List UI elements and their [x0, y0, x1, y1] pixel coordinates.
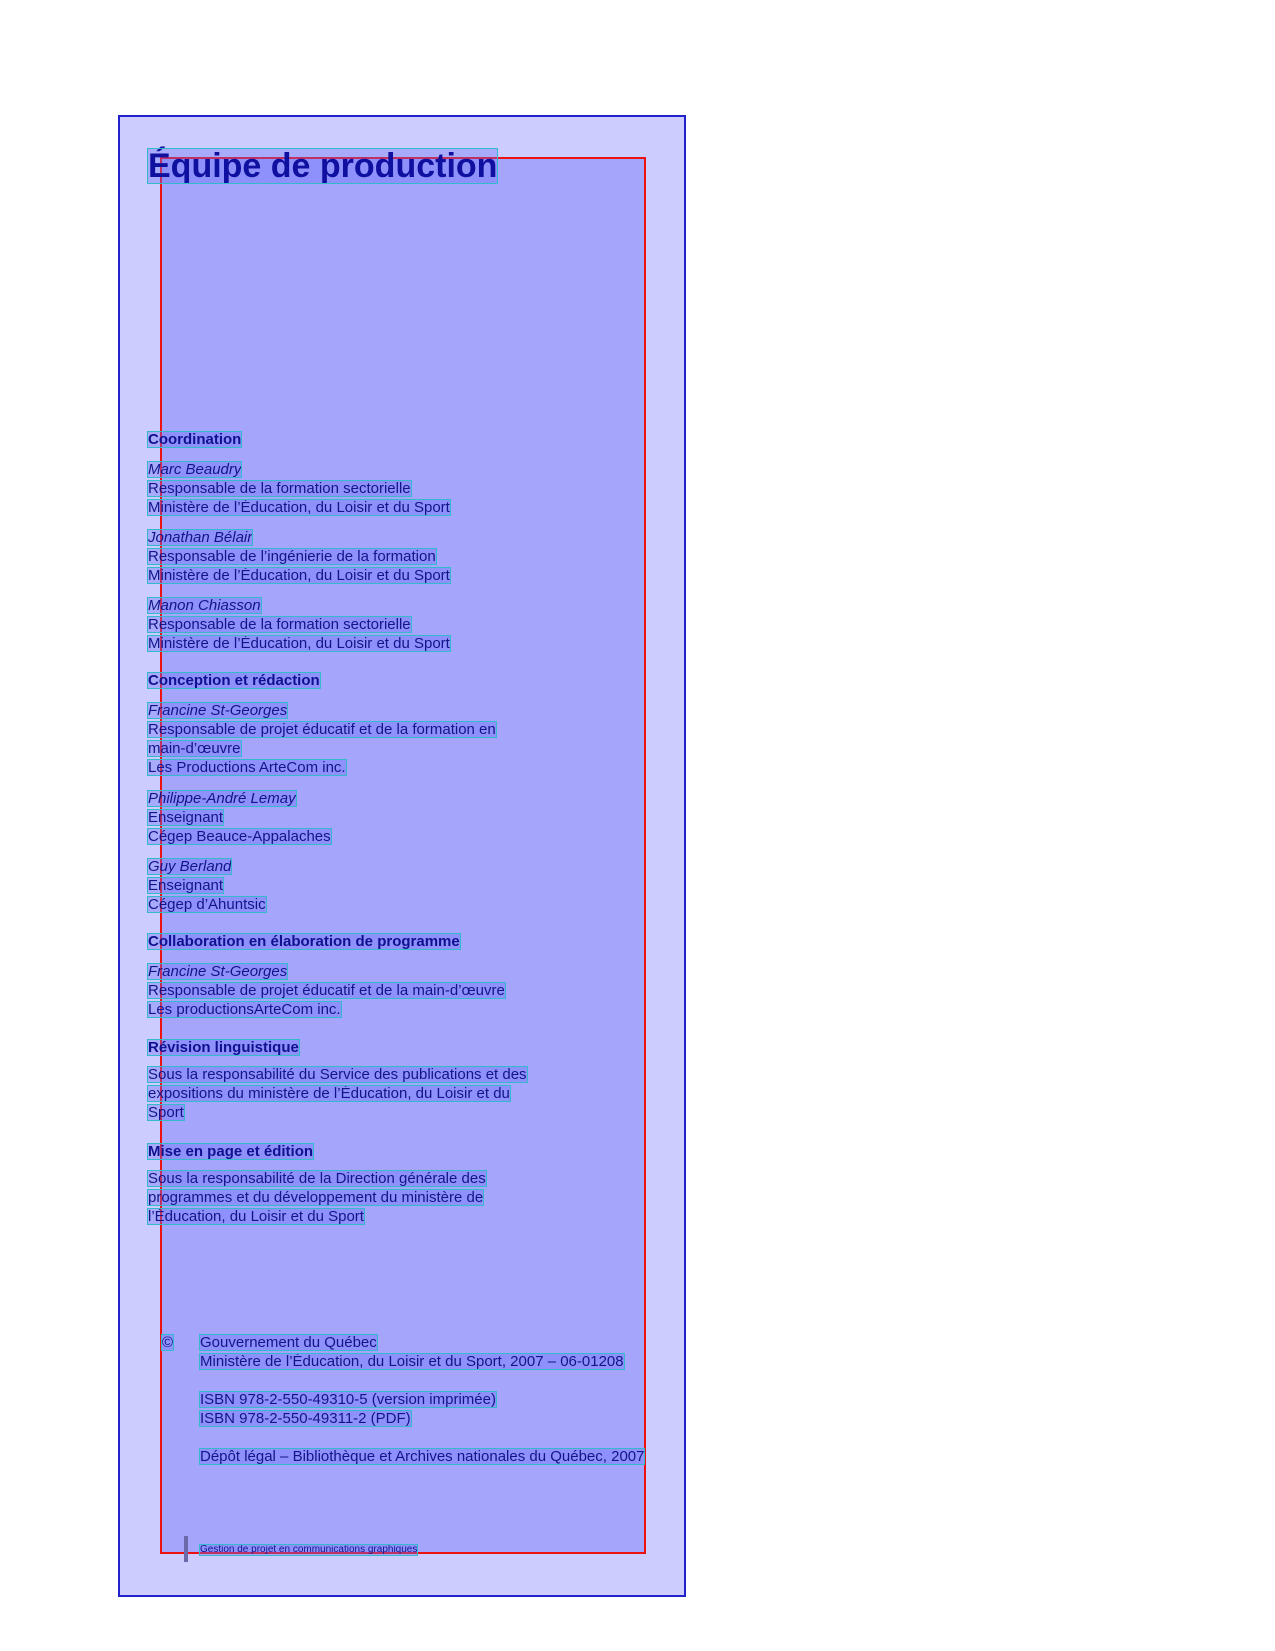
section-heading-coordination: Coordination: [148, 431, 242, 448]
revision-line: Sport: [148, 1104, 184, 1121]
footer-text: Gestion de projet en communications graphiques: [200, 1544, 418, 1555]
section-heading-conception: Conception et rédaction: [148, 672, 320, 689]
person-org: Cégep d’Ahuntsic: [148, 896, 266, 913]
person-name: Marc Beaudry: [148, 461, 242, 478]
section-heading-collaboration: Collaboration en élaboration de programme: [148, 933, 460, 950]
copyright-line: Ministère de l’Éducation, du Loisir et du Sport, 2007 – 06-01208: [200, 1353, 624, 1370]
person-org: Cégep Beauce-Appalaches: [148, 828, 331, 845]
isbn-print: ISBN 978-2-550-49310-5 (version imprimée): [200, 1391, 496, 1408]
section-heading-revision: Révision linguistique: [148, 1039, 299, 1056]
person-role-continued: main-d’œuvre: [148, 740, 241, 757]
person-name: Jonathan Bélair: [148, 529, 253, 546]
person-role: Responsable de projet éducatif et de la main-d’œuvre: [148, 982, 505, 999]
person-name: Guy Berland: [148, 858, 232, 875]
person-org: Ministère de l’Éducation, du Loisir et du Sport: [148, 499, 450, 516]
page-title: Équipe de production: [148, 147, 498, 185]
legal-deposit: Dépôt légal – Bibliothèque et Archives nationales du Québec, 2007: [200, 1448, 645, 1465]
person-org: Ministère de l’Éducation, du Loisir et du Sport: [148, 635, 450, 652]
person-org: Les productionsArteCom inc.: [148, 1001, 341, 1018]
person-name: Manon Chiasson: [148, 597, 261, 614]
person-role: Responsable de la formation sectorielle: [148, 616, 411, 633]
mise-en-page-line: Sous la responsabilité de la Direction générale des: [148, 1170, 486, 1187]
person-name: Francine St-Georges: [148, 963, 288, 980]
person-role: Responsable de l’ingénierie de la formation: [148, 548, 436, 565]
revision-line: Sous la responsabilité du Service des publications et des: [148, 1066, 527, 1083]
person-role: Responsable de la formation sectorielle: [148, 480, 411, 497]
revision-line: expositions du ministère de l’Éducation, du Loisir et du: [148, 1085, 510, 1102]
mise-en-page-line: l’Éducation, du Loisir et du Sport: [148, 1208, 364, 1225]
copyright-symbol: ©: [162, 1334, 174, 1351]
footer-bar: [184, 1536, 188, 1562]
person-org: Les Productions ArteCom inc.: [148, 759, 346, 776]
mise-en-page-line: programmes et du développement du ministère de: [148, 1189, 484, 1206]
isbn-pdf: ISBN 978-2-550-49311-2 (PDF): [200, 1410, 411, 1427]
person-name: Francine St-Georges: [148, 702, 288, 719]
person-role: Responsable de projet éducatif et de la formation en: [148, 721, 496, 738]
copyright-line: Gouvernement du Québec: [200, 1334, 377, 1351]
person-name: Philippe-André Lemay: [148, 790, 296, 807]
person-role: Enseignant: [148, 877, 224, 894]
person-org: Ministère de l’Éducation, du Loisir et du Sport: [148, 567, 450, 584]
person-role: Enseignant: [148, 809, 224, 826]
section-heading-mise-en-page: Mise en page et édition: [148, 1143, 314, 1160]
